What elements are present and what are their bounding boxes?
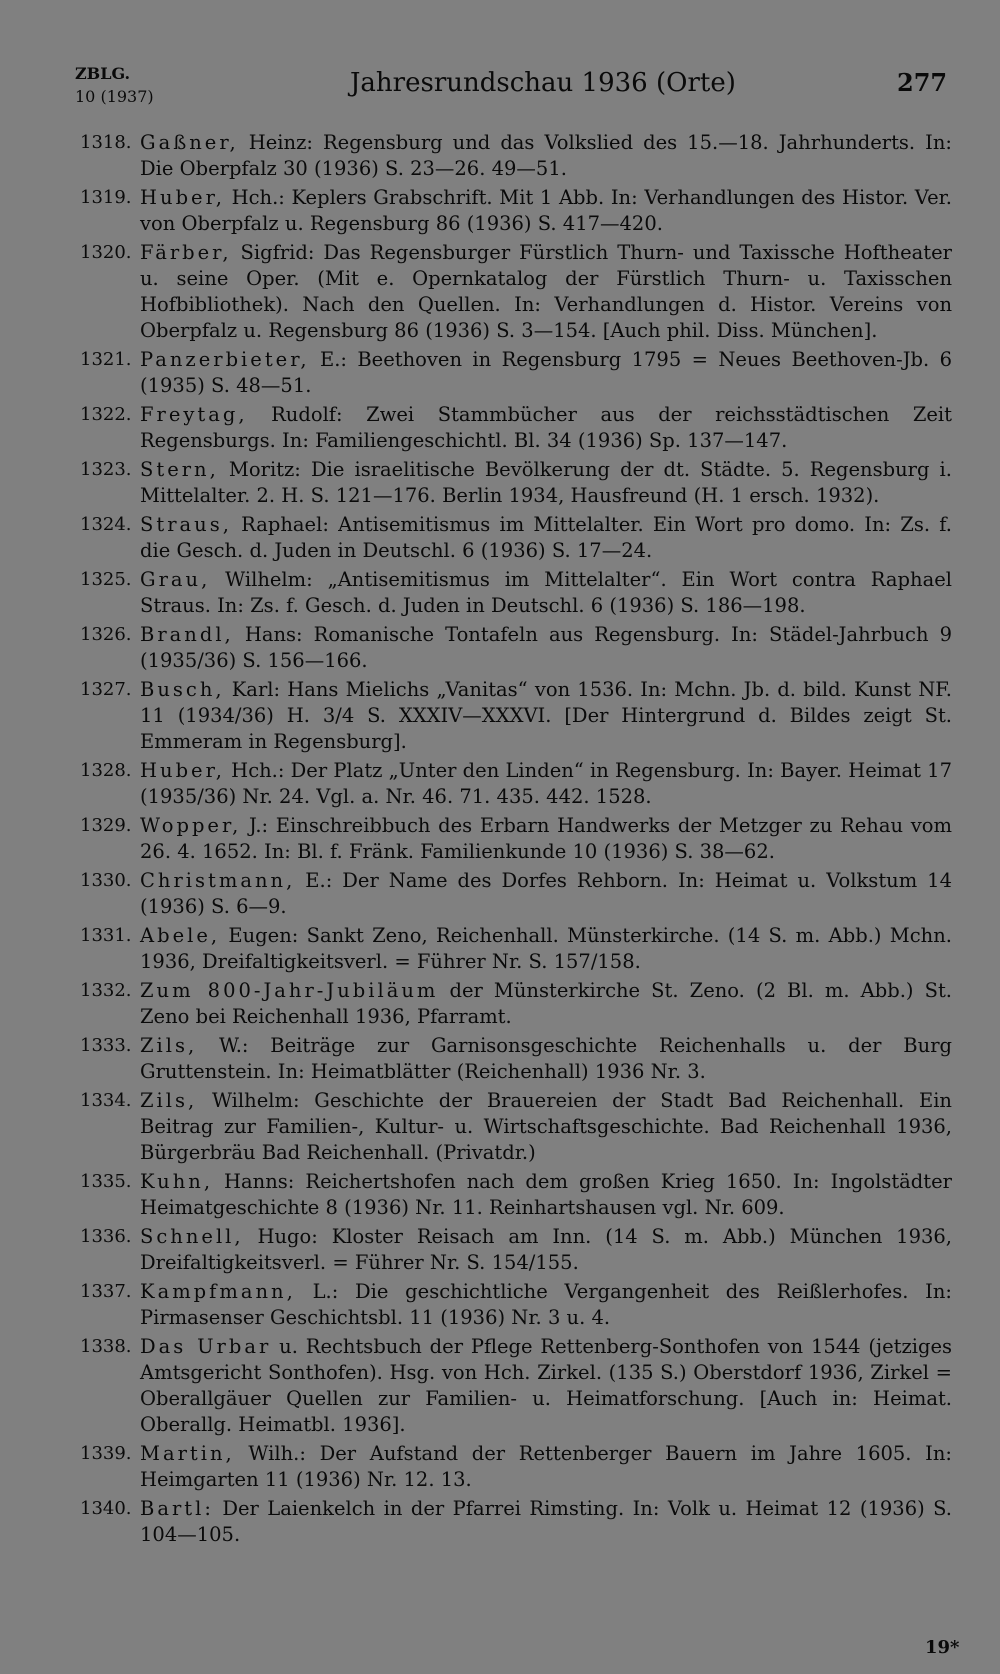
- entry-body: [140, 1334, 952, 1438]
- bibliography-list: [0, 130, 1000, 1551]
- bibliography-entry: [0, 402, 1000, 454]
- entry-body: [140, 923, 952, 975]
- entry-number: 1335.: [80, 1171, 132, 1192]
- bibliography-entry: [0, 1088, 1000, 1166]
- entry-number: 1328.: [80, 760, 132, 781]
- entry-author: Huber,: [140, 186, 225, 209]
- entry-text: Hanns: Reichertshofen nach dem großen Krieg 1650. In: Ingolstädter Heimatgeschichte 8 (1936) Nr. 11. Reinhartshausen vgl. Nr. 609.: [140, 1170, 952, 1219]
- entry-text: Eugen: Sankt Zeno, Reichenhall. Münsterkirche. (14 S. m. Abb.) Mchn. 1936, Dreifaltigkeitsverl. = Führer Nr. S. 157/158.: [140, 924, 952, 973]
- entry-text: Hans: Romanische Tontafeln aus Regensburg. In: Städel-Jahrbuch 9 (1935/36) S. 156—166.: [140, 623, 952, 672]
- entry-author: Gaßner,: [140, 131, 239, 154]
- entry-body: [140, 1224, 952, 1276]
- entry-body: [140, 758, 952, 810]
- entry-body: [140, 622, 952, 674]
- entry-author: Huber,: [140, 759, 225, 782]
- entry-body: [140, 240, 952, 344]
- bibliography-entry: [0, 813, 1000, 865]
- entry-number: 1326.: [80, 624, 132, 645]
- entry-author: Brandl,: [140, 623, 234, 646]
- entry-author: Schnell,: [140, 1225, 244, 1248]
- entry-body: [140, 1033, 952, 1085]
- entry-text: der Münsterkirche St. Zeno. (2 Bl. m. Abb.) St. Zeno bei Reichenhall 1936, Pfarramt.: [140, 979, 952, 1028]
- entry-author: Zils,: [140, 1034, 198, 1057]
- entry-text: u. Rechtsbuch der Pflege Rettenberg-Sonthofen von 1544 (jetziges Amtsgericht Sonthofen). Hsg. von Hch. Zirkel. (135 S.) Oberstdorf 1936, Zirkel = Oberallgäuer Quellen zur Familien- u. Heimatforschung. [Auch in: Heimat. Oberallg. Heimatbl. 1936].: [140, 1335, 952, 1436]
- entry-body: [140, 347, 952, 399]
- bibliography-entry: [0, 1334, 1000, 1438]
- entry-body: [140, 813, 952, 865]
- entry-body: [140, 457, 952, 509]
- bibliography-entry: [0, 677, 1000, 755]
- entry-number: 1325.: [80, 569, 132, 590]
- entry-author: Wopper,: [140, 814, 242, 837]
- bibliography-entry: [0, 1224, 1000, 1276]
- entry-text: Wilhelm: Geschichte der Brauereien der Stadt Bad Reichenhall. Ein Beitrag zur Familien-, Kultur- u. Wirtschaftsgeschichte. Bad Reichenhall 1936, Bürgerbräu Bad Reichenhall. (Privatdr.): [140, 1089, 952, 1164]
- bibliography-entry: [0, 1441, 1000, 1493]
- entry-body: [140, 130, 952, 182]
- entry-text: Hch.: Keplers Grabschrift. Mit 1 Abb. In: Verhandlungen des Histor. Ver. von Oberpfalz u. Regensburg 86 (1936) S. 417—420.: [140, 186, 952, 235]
- entry-text: Sigfrid: Das Regensburger Fürstlich Thurn- und Taxissche Hoftheater u. seine Oper. (Mit e. Opernkatalog der Fürstlich Thurn- u. Taxisschen Hofbibliothek). Nach den Quellen. In: Verhandlungen d. Histor. Vereins von Oberpfalz u. Regensburg 86 (1936) S. 3—154. [Auch phil. Diss. München].: [140, 241, 952, 342]
- bibliography-entry: [0, 758, 1000, 810]
- entry-number: 1337.: [80, 1281, 132, 1302]
- journal-volume-year: 10 (1937): [75, 87, 154, 106]
- entry-body: [140, 677, 952, 755]
- entry-text: Karl: Hans Mielichs „Vanitas“ von 1536. In: Mchn. Jb. d. bild. Kunst NF. 11 (1934/36) H. 3/4 S. XXXIV—XXXVI. [Der Hintergrund d. Bildes zeigt St. Emmeram in Regensburg].: [140, 678, 952, 753]
- bibliography-entry: [0, 1279, 1000, 1331]
- entry-number: 1321.: [80, 349, 132, 370]
- bibliography-entry: [0, 240, 1000, 344]
- entry-number: 1334.: [80, 1090, 132, 1111]
- entry-author: Straus,: [140, 513, 232, 536]
- entry-text: Moritz: Die israelitische Bevölkerung der dt. Städte. 5. Regensburg i. Mittelalter. 2. H. S. 121—176. Berlin 1934, Hausfreund (H. 1 ersch. 1932).: [140, 458, 952, 507]
- entry-author: Stern,: [140, 458, 219, 481]
- entry-text: J.: Einschreibbuch des Erbarn Handwerks der Metzger zu Rehau vom 26. 4. 1652. In: Bl. f. Fränk. Familienkunde 10 (1936) S. 38—62.: [140, 814, 952, 863]
- entry-author: Martin,: [140, 1442, 235, 1465]
- entry-text: Rudolf: Zwei Stammbücher aus der reichsstädtischen Zeit Regensburgs. In: Familiengeschichtl. Bl. 34 (1936) Sp. 137—147.: [140, 403, 952, 452]
- entry-number: 1339.: [80, 1443, 132, 1464]
- entry-text: Wilh.: Der Aufstand der Rettenberger Bauern im Jahre 1605. In: Heimgarten 11 (1936) Nr. 12. 13.: [140, 1442, 952, 1491]
- journal-abbreviation: ZBLG.: [75, 64, 131, 83]
- entry-body: [140, 1441, 952, 1493]
- entry-text: Der Laienkelch in der Pfarrei Rimsting. In: Volk u. Heimat 12 (1936) S. 104—105.: [140, 1497, 952, 1546]
- entry-author: Kampfmann,: [140, 1280, 296, 1303]
- entry-text: E.: Der Name des Dorfes Rehborn. In: Heimat u. Volkstum 14 (1936) S. 6—9.: [140, 869, 952, 918]
- entry-author: Kuhn,: [140, 1170, 214, 1193]
- entry-text: E.: Beethoven in Regensburg 1795 = Neues Beethoven-Jb. 6 (1935) S. 48—51.: [140, 348, 952, 397]
- entry-body: [140, 1169, 952, 1221]
- entry-body: [140, 868, 952, 920]
- entry-text: Hugo: Kloster Reisach am Inn. (14 S. m. Abb.) München 1936, Dreifaltigkeitsverl. = Führer Nr. S. 154/155.: [140, 1225, 952, 1274]
- bibliography-entry: [0, 347, 1000, 399]
- bibliography-entry: [0, 1169, 1000, 1221]
- entry-author: Panzerbieter,: [140, 348, 310, 371]
- entry-number: 1331.: [80, 925, 132, 946]
- entry-author: Färber,: [140, 241, 232, 264]
- bibliography-entry: [0, 1033, 1000, 1085]
- bibliography-entry: [0, 1496, 1000, 1548]
- entry-text: L.: Die geschichtliche Vergangenheit des Reißlerhofes. In: Pirmasenser Geschichtsbl. 11 (1936) Nr. 3 u. 4.: [140, 1280, 952, 1329]
- entry-number: 1333.: [80, 1035, 132, 1056]
- entry-number: 1336.: [80, 1226, 132, 1247]
- entry-body: [140, 1088, 952, 1166]
- bibliography-entry: [0, 923, 1000, 975]
- entry-author: Zum 800-Jahr-Jubiläum: [140, 979, 439, 1002]
- entry-author: Grau,: [140, 568, 211, 591]
- entry-number: 1322.: [80, 404, 132, 425]
- entry-author: Abele,: [140, 924, 221, 947]
- entry-author: Bartl:: [140, 1497, 214, 1520]
- entry-author: Das Urbar: [140, 1335, 272, 1358]
- bibliography-entry: [0, 185, 1000, 237]
- entry-body: [140, 185, 952, 237]
- running-title: Jahresrundschau 1936 (Orte): [350, 68, 736, 98]
- entry-body: [140, 1279, 952, 1331]
- entry-number: 1320.: [80, 242, 132, 263]
- entry-text: Heinz: Regensburg und das Volkslied des 15.—18. Jahrhunderts. In: Die Oberpfalz 30 (1936) S. 23—26. 49—51.: [140, 131, 952, 180]
- bibliography-entry: [0, 130, 1000, 182]
- entry-body: [140, 978, 952, 1030]
- bibliography-entry: [0, 512, 1000, 564]
- entry-text: W.: Beiträge zur Garnisonsgeschichte Reichenhalls u. der Burg Gruttenstein. In: Heimatblätter (Reichenhall) 1936 Nr. 3.: [140, 1034, 952, 1083]
- entry-number: 1329.: [80, 815, 132, 836]
- bibliography-entry: [0, 868, 1000, 920]
- entry-number: 1338.: [80, 1336, 132, 1357]
- entry-number: 1340.: [80, 1498, 132, 1519]
- entry-body: [140, 1496, 952, 1548]
- entry-author: Christmann,: [140, 869, 296, 892]
- page-header: [0, 0, 1000, 120]
- entry-body: [140, 567, 952, 619]
- entry-text: Raphael: Antisemitismus im Mittelalter. Ein Wort pro domo. In: Zs. f. die Gesch. d. Juden in Deutschl. 6 (1936) S. 17—24.: [140, 513, 952, 562]
- entry-number: 1319.: [80, 187, 132, 208]
- bibliography-entry: [0, 457, 1000, 509]
- signature-mark: 19*: [925, 1637, 960, 1658]
- entry-number: 1318.: [80, 132, 132, 153]
- entry-author: Freytag,: [140, 403, 248, 426]
- bibliography-entry: [0, 622, 1000, 674]
- entry-body: [140, 512, 952, 564]
- entry-number: 1323.: [80, 459, 132, 480]
- entry-number: 1330.: [80, 870, 132, 891]
- entry-number: 1332.: [80, 980, 132, 1001]
- entry-number: 1324.: [80, 514, 132, 535]
- entry-author: Zils,: [140, 1089, 198, 1112]
- entry-author: Busch,: [140, 678, 225, 701]
- entry-number: 1327.: [80, 679, 132, 700]
- entry-text: Wilhelm: „Antisemitismus im Mittelalter“. Ein Wort contra Raphael Straus. In: Zs. f. Gesch. d. Juden in Deutschl. 6 (1936) S. 186—198.: [140, 568, 952, 617]
- entry-text: Hch.: Der Platz „Unter den Linden“ in Regensburg. In: Bayer. Heimat 17 (1935/36) Nr. 24. Vgl. a. Nr. 46. 71. 435. 442. 1528.: [140, 759, 952, 808]
- bibliography-entry: [0, 978, 1000, 1030]
- entry-body: [140, 402, 952, 454]
- bibliography-entry: [0, 567, 1000, 619]
- page-number: 277: [897, 68, 948, 97]
